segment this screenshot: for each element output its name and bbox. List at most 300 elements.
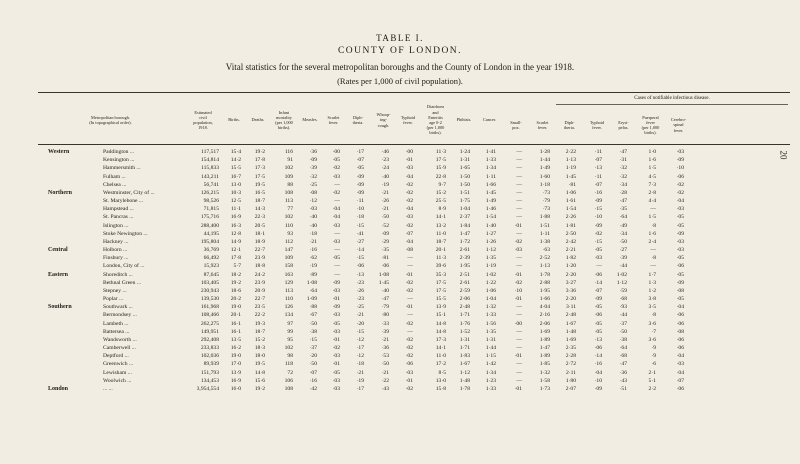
cell-diphtheria: ·10 bbox=[356, 206, 364, 213]
column-header-phthisis: Phthisis. bbox=[456, 117, 472, 123]
cell-measles: ·25 bbox=[309, 181, 317, 188]
cell-measles: 1·08 bbox=[306, 279, 317, 286]
cell-measles: ·16 bbox=[309, 377, 317, 384]
table-row bbox=[0, 238, 800, 246]
cell-population: 134,453 bbox=[200, 377, 219, 384]
cell-phthisis: 2·61 bbox=[459, 247, 470, 254]
cell-n_puerperal: 1·5 bbox=[648, 165, 656, 172]
cell-infant: 129 bbox=[284, 279, 293, 286]
cell-births: 19·0 bbox=[230, 304, 241, 311]
cell-diarrhoea: 17·2 bbox=[435, 361, 446, 368]
table-top-rule bbox=[38, 92, 790, 93]
page-number: 20 bbox=[778, 150, 789, 160]
cell-n_typhoid: ·10 bbox=[594, 377, 602, 384]
cell-n_puerperal: 5·1 bbox=[648, 377, 656, 384]
cell-n_puerperal: — bbox=[650, 206, 656, 213]
cell-births: 18·2 bbox=[230, 271, 241, 278]
cell-phthisis: 2·39 bbox=[459, 255, 470, 262]
cell-typhoid: ·02 bbox=[405, 385, 413, 392]
cell-cancer: 1·42 bbox=[485, 361, 496, 368]
table-title: COUNTY OF LONDON. bbox=[337, 46, 463, 56]
cell-measles: ·37 bbox=[309, 345, 317, 352]
cell-n_scarlet: 1·11 bbox=[539, 230, 550, 237]
cell-diphtheria: ·23 bbox=[356, 296, 364, 303]
cell-scarlet: — bbox=[334, 263, 340, 270]
cell-phthisis: 1·71 bbox=[459, 312, 470, 319]
cell-whooping: ·21 bbox=[381, 336, 389, 343]
cell-n_typhoid: ·09 bbox=[594, 296, 602, 303]
cell-deaths: 20·5 bbox=[254, 222, 265, 229]
cell-whooping: 1·45 bbox=[378, 279, 389, 286]
cell-deaths: 19·5 bbox=[254, 361, 265, 368]
cell-n_smallpox: — bbox=[516, 255, 522, 262]
borough-name: Camberwell ... bbox=[103, 345, 136, 352]
cell-infant: 109 bbox=[284, 255, 293, 262]
cell-n_typhoid: ·02 bbox=[594, 230, 602, 237]
cell-whooping: ·26 bbox=[381, 198, 389, 205]
cell-whooping: ·21 bbox=[381, 369, 389, 376]
cell-n_diphtheria: 1·61 bbox=[565, 198, 576, 205]
cell-n_puerperal: 1·2 bbox=[648, 287, 656, 294]
cell-cancer: 1·41 bbox=[485, 149, 496, 155]
cell-diphtheria: ·05 bbox=[356, 165, 364, 172]
cell-typhoid: ·02 bbox=[405, 287, 413, 294]
cell-n_diphtheria: 3·11 bbox=[565, 304, 576, 311]
cell-n_typhoid: ·05 bbox=[594, 304, 602, 311]
cell-measles: 1·09 bbox=[306, 296, 317, 303]
cell-n_smallpox: ·01 bbox=[514, 353, 522, 360]
cell-cancer: 1·54 bbox=[485, 214, 496, 221]
borough-name: Paddington ... bbox=[103, 149, 135, 155]
cell-scarlet: ·01 bbox=[332, 336, 340, 343]
cell-population: 230,943 bbox=[200, 287, 219, 294]
cell-scarlet: ·02 bbox=[332, 189, 340, 196]
table-row bbox=[0, 156, 800, 164]
cell-typhoid: — bbox=[407, 255, 413, 262]
cell-diarrhoea: 17·3 bbox=[435, 336, 446, 343]
cell-n_puerperal: 1·0 bbox=[648, 149, 656, 155]
cell-typhoid: ·02 bbox=[405, 181, 413, 188]
cell-phthisis: 1·50 bbox=[459, 181, 470, 188]
cell-whooping: ·46 bbox=[381, 149, 389, 155]
cell-n_erysipelas: ·32 bbox=[619, 165, 627, 172]
cell-n_smallpox: — bbox=[516, 377, 522, 384]
cell-infant: 116 bbox=[284, 149, 293, 155]
cell-population: 143,211 bbox=[201, 173, 219, 180]
cell-measles: ·36 bbox=[309, 149, 317, 155]
cell-n_erysipelas: ·68 bbox=[619, 296, 627, 303]
cell-n_puerperal: 2·4 bbox=[648, 238, 656, 245]
cell-deaths: 18·7 bbox=[254, 198, 265, 205]
cell-n_erysipelas: ·49 bbox=[619, 222, 627, 229]
cell-n_erysipelas: ·43 bbox=[619, 377, 627, 384]
cell-n_scarlet: 1·89 bbox=[539, 353, 550, 360]
cell-diphtheria: ·25 bbox=[356, 304, 364, 311]
borough-name: Shoreditch ... bbox=[103, 271, 133, 278]
cell-n_scarlet: 1·13 bbox=[539, 263, 550, 270]
cell-cancer: 1·35 bbox=[485, 255, 496, 262]
cell-diarrhoea: 8·5 bbox=[438, 369, 446, 376]
cell-n_cerebro: ·06 bbox=[676, 345, 684, 352]
cell-n_smallpox: ·01 bbox=[514, 271, 522, 278]
cell-n_scarlet: 1·38 bbox=[539, 238, 550, 245]
cell-n_diphtheria: 2·07 bbox=[565, 385, 576, 392]
cell-diarrhoea: 9·7 bbox=[438, 181, 446, 188]
notifiable-group-rule bbox=[556, 104, 788, 105]
cell-diphtheria: ·18 bbox=[356, 214, 364, 221]
cell-n_scarlet: 4·04 bbox=[539, 304, 550, 311]
cell-n_scarlet: 1·32 bbox=[539, 369, 550, 376]
cell-whooping: ·39 bbox=[381, 328, 389, 335]
borough-name: ... ... bbox=[103, 385, 113, 392]
cell-infant: 98 bbox=[287, 353, 293, 360]
cell-diphtheria: ·09 bbox=[356, 189, 364, 196]
cell-n_scarlet: 1·69 bbox=[539, 328, 550, 335]
cell-diphtheria: ·17 bbox=[356, 345, 364, 352]
cell-typhoid: ·06 bbox=[405, 361, 413, 368]
cell-whooping: ·81 bbox=[381, 255, 389, 262]
cell-n_cerebro: ·09 bbox=[676, 230, 684, 237]
cell-deaths: 23·5 bbox=[254, 304, 265, 311]
cell-phthisis: 1·67 bbox=[459, 361, 470, 368]
cell-n_typhoid: ·09 bbox=[594, 222, 602, 229]
cell-diphtheria: ·27 bbox=[356, 238, 364, 245]
cell-deaths: 14·8 bbox=[254, 369, 265, 376]
cell-n_typhoid: ·04 bbox=[594, 369, 602, 376]
cell-n_cerebro: ·05 bbox=[676, 296, 684, 303]
cell-whooping: ·50 bbox=[381, 214, 389, 221]
cell-n_typhoid: ·16 bbox=[594, 189, 602, 196]
cell-diarrhoea: 13·2 bbox=[435, 222, 446, 229]
cell-infant: 95 bbox=[287, 336, 293, 343]
cell-n_erysipelas: ·59 bbox=[619, 287, 627, 294]
cell-n_smallpox: — bbox=[516, 369, 522, 376]
cell-diphtheria: ·12 bbox=[356, 336, 364, 343]
cell-cancer: 1·15 bbox=[485, 353, 496, 360]
cell-n_erysipelas: ·50 bbox=[619, 328, 627, 335]
cell-n_cerebro: ·03 bbox=[676, 247, 684, 254]
cell-cancer: 1·66 bbox=[485, 181, 496, 188]
cell-births: 13·9 bbox=[230, 369, 241, 376]
borough-name: Finsbury ... bbox=[103, 255, 129, 262]
column-header-cancer: Cancer. bbox=[482, 117, 496, 123]
cell-infant: 106 bbox=[284, 377, 293, 384]
cell-n_scarlet: 1·88 bbox=[539, 214, 550, 221]
cell-population: 108,466 bbox=[200, 312, 219, 319]
cell-measles: ·12 bbox=[309, 198, 317, 205]
cell-diphtheria: ·07 bbox=[356, 157, 364, 164]
cell-n_smallpox: ·00 bbox=[514, 320, 522, 327]
cell-deaths: 24·2 bbox=[254, 271, 265, 278]
cell-infant: 113 bbox=[284, 287, 293, 294]
borough-name: Holborn ... bbox=[103, 247, 128, 254]
cell-births: 18·6 bbox=[230, 287, 241, 294]
cell-births: 16·2 bbox=[230, 345, 241, 352]
cell-n_cerebro: ·08 bbox=[676, 287, 684, 294]
cell-whooping: ·43 bbox=[381, 385, 389, 392]
cell-measles: ·50 bbox=[309, 361, 317, 368]
borough-name: Hammersmith ... bbox=[103, 165, 141, 172]
cell-n_diphtheria: 1·69 bbox=[565, 336, 576, 343]
cell-typhoid: ·03 bbox=[405, 369, 413, 376]
region-label: Western bbox=[48, 149, 70, 155]
cell-n_smallpox: ·10 bbox=[514, 287, 522, 294]
cell-infant: 108 bbox=[284, 189, 293, 196]
cell-cancer: 1·56 bbox=[485, 320, 496, 327]
cell-n_typhoid: ·14 bbox=[594, 279, 602, 286]
cell-n_diphtheria: 2·21 bbox=[565, 247, 576, 254]
cell-cancer: 1·04 bbox=[485, 296, 496, 303]
cell-deaths: 18·3 bbox=[254, 345, 265, 352]
borough-name: Poplar ... bbox=[103, 296, 124, 303]
cell-n_puerperal: 1·7 bbox=[648, 271, 656, 278]
cell-typhoid: ·00 bbox=[405, 149, 413, 155]
cell-n_smallpox: — bbox=[516, 198, 522, 205]
cell-n_typhoid: ·06 bbox=[594, 345, 602, 352]
cell-diarrhoea: 15·2 bbox=[435, 189, 446, 196]
table-row bbox=[0, 213, 800, 221]
cell-n_cerebro: ·04 bbox=[676, 353, 684, 360]
cell-n_cerebro: ·03 bbox=[676, 238, 684, 245]
cell-population: 262,275 bbox=[200, 320, 219, 327]
cell-n_smallpox: — bbox=[516, 304, 522, 311]
cell-diarrhoea: 14·8 bbox=[435, 320, 446, 327]
cell-whooping: ·06 bbox=[381, 263, 389, 270]
cell-whooping: 1·08 bbox=[378, 271, 389, 278]
cell-measles: ·19 bbox=[309, 263, 317, 270]
cell-n_diphtheria: 1·06 bbox=[565, 189, 576, 196]
cell-n_scarlet: 1·44 bbox=[539, 157, 550, 164]
cell-measles: ·03 bbox=[309, 206, 317, 213]
cell-deaths: 22·7 bbox=[254, 296, 265, 303]
cell-n_erysipelas: ·38 bbox=[619, 336, 627, 343]
cell-phthisis: 2·59 bbox=[459, 287, 470, 294]
cell-cancer: 1·46 bbox=[485, 206, 496, 213]
cell-cancer: 1·49 bbox=[485, 198, 496, 205]
cell-n_puerperal: 1·3 bbox=[648, 279, 656, 286]
column-header-n_typhoid: Typhoid fever. bbox=[589, 119, 605, 130]
cell-n_typhoid: ·03 bbox=[594, 255, 602, 262]
borough-name: London, City of ... bbox=[103, 263, 145, 270]
cell-n_typhoid: ·06 bbox=[594, 271, 602, 278]
cell-population: 154,814 bbox=[200, 157, 219, 164]
cell-scarlet: ·03 bbox=[332, 328, 340, 335]
cell-infant: 118 bbox=[284, 361, 293, 368]
cell-cancer: 1·33 bbox=[485, 157, 496, 164]
column-header-borough: Metropolitan borough. (In topographical order). bbox=[89, 114, 132, 125]
cell-births: 16·1 bbox=[230, 320, 241, 327]
column-header-typhoid: Typhoid fever. bbox=[400, 114, 416, 125]
cell-measles: ·67 bbox=[309, 312, 317, 319]
cell-scarlet: ·03 bbox=[332, 353, 340, 360]
cell-scarlet: ·05 bbox=[332, 320, 340, 327]
cell-births: 12·8 bbox=[230, 230, 241, 237]
cell-n_cerebro: ·02 bbox=[676, 189, 684, 196]
borough-name: Bermondsey ... bbox=[103, 312, 137, 319]
cell-cancer: 1·45 bbox=[485, 189, 496, 196]
cell-population: 15,923 bbox=[203, 263, 219, 270]
cell-diphtheria: ·14 bbox=[356, 247, 364, 254]
region-label: Central bbox=[48, 247, 68, 254]
cell-cancer: 1·33 bbox=[485, 312, 496, 319]
cell-phthisis: 1·83 bbox=[459, 353, 470, 360]
cell-births: 10·3 bbox=[230, 189, 241, 196]
table-row bbox=[0, 230, 800, 238]
cell-population: 44,195 bbox=[203, 230, 219, 237]
cell-population: 117,517 bbox=[201, 149, 219, 155]
cell-typhoid: ·01 bbox=[405, 157, 413, 164]
table-row bbox=[0, 328, 800, 336]
cell-n_smallpox: — bbox=[516, 149, 522, 155]
cell-diarrhoea: 14·8 bbox=[435, 328, 446, 335]
cell-deaths: 19·2 bbox=[254, 149, 265, 155]
cell-cancer: 1·31 bbox=[485, 336, 496, 343]
cell-cancer: 1·32 bbox=[485, 304, 496, 311]
cell-deaths: 18·9 bbox=[254, 238, 265, 245]
cell-n_erysipelas: ·34 bbox=[619, 181, 627, 188]
cell-scarlet: — bbox=[334, 271, 340, 278]
cell-cancer: 1·35 bbox=[485, 328, 496, 335]
cell-diarrhoea: 35·3 bbox=[435, 271, 446, 278]
table-note: (Rates per 1,000 of civil population). bbox=[337, 76, 463, 86]
cell-births: 12·1 bbox=[230, 247, 241, 254]
cell-scarlet: ·05 bbox=[332, 255, 340, 262]
cell-n_erysipelas: ·39 bbox=[619, 255, 627, 262]
cell-measles: ·15 bbox=[309, 336, 317, 343]
cell-n_diphtheria: 3·36 bbox=[565, 287, 576, 294]
cell-typhoid: ·03 bbox=[405, 165, 413, 172]
cell-n_erysipelas: 1·02 bbox=[616, 271, 627, 278]
cell-n_puerperal: ·8 bbox=[651, 255, 656, 262]
cell-phthisis: 1·76 bbox=[459, 320, 470, 327]
cell-scarlet: ·03 bbox=[332, 173, 340, 180]
column-header-n_cerebro: Cerebro- spinal fever. bbox=[670, 117, 687, 133]
cell-n_smallpox: ·01 bbox=[514, 296, 522, 303]
cell-whooping: ·35 bbox=[381, 247, 389, 254]
cell-population: 71,815 bbox=[203, 206, 219, 213]
cell-births: 12·5 bbox=[230, 198, 241, 205]
table-label: TABLE I. bbox=[376, 33, 424, 43]
borough-name: Lambeth ... bbox=[103, 320, 129, 327]
cell-n_scarlet: 1·28 bbox=[539, 149, 550, 155]
cell-n_puerperal: 2·8 bbox=[648, 189, 656, 196]
cell-scarlet: ·04 bbox=[332, 214, 340, 221]
cell-n_scarlet: ·63 bbox=[542, 247, 550, 254]
borough-name: Hackney ... bbox=[103, 238, 129, 245]
cell-population: 195,804 bbox=[200, 238, 219, 245]
region-label: Northern bbox=[48, 189, 72, 196]
cell-births: 16·9 bbox=[230, 214, 241, 221]
cell-n_diphtheria: 1·54 bbox=[565, 206, 576, 213]
cell-n_smallpox: — bbox=[516, 230, 522, 237]
cell-phthisis: 1·51 bbox=[459, 189, 470, 196]
cell-n_typhoid: ·09 bbox=[594, 198, 602, 205]
cell-n_cerebro: ·06 bbox=[676, 336, 684, 343]
cell-n_cerebro: ·04 bbox=[676, 304, 684, 311]
cell-n_diphtheria: 2·48 bbox=[565, 312, 576, 319]
cell-diphtheria: ·20 bbox=[356, 320, 364, 327]
cell-cancer: 1·27 bbox=[485, 230, 496, 237]
cell-diarrhoea: 17·5 bbox=[435, 157, 446, 164]
cell-n_smallpox: — bbox=[516, 206, 522, 213]
cell-phthisis: 2·61 bbox=[459, 279, 470, 286]
borough-name: Hampstead ... bbox=[103, 206, 134, 213]
cell-population: 126,215 bbox=[200, 189, 219, 196]
cell-measles: ·62 bbox=[309, 255, 317, 262]
cell-deaths: 16·5 bbox=[254, 189, 265, 196]
cell-deaths: 17·3 bbox=[254, 165, 265, 172]
cell-n_typhoid: ·16 bbox=[594, 361, 602, 368]
cell-cancer: 1·23 bbox=[485, 377, 496, 384]
cell-n_erysipelas: ·37 bbox=[619, 320, 627, 327]
cell-phthisis: 2·48 bbox=[459, 304, 470, 311]
cell-diphtheria: ·09 bbox=[356, 173, 364, 180]
cell-population: 233,833 bbox=[200, 345, 219, 352]
cell-typhoid: ·02 bbox=[405, 336, 413, 343]
cell-n_scarlet: 1·47 bbox=[539, 345, 550, 352]
cell-diarrhoea: 22·8 bbox=[435, 173, 446, 180]
cell-whooping: ·21 bbox=[381, 189, 389, 196]
cell-n_diphtheria: 2·20 bbox=[565, 296, 576, 303]
cell-n_diphtheria: ·81 bbox=[568, 181, 576, 188]
cell-n_erysipelas: ·44 bbox=[619, 312, 627, 319]
cell-scarlet: ·03 bbox=[332, 377, 340, 384]
cell-n_cerebro: ·03 bbox=[676, 361, 684, 368]
table-row bbox=[0, 271, 800, 279]
cell-infant: 158 bbox=[284, 263, 293, 270]
cell-diarrhoea: 13·9 bbox=[435, 304, 446, 311]
cell-births: 17·8 bbox=[230, 255, 241, 262]
cell-n_puerperal: 3·6 bbox=[648, 336, 656, 343]
cell-n_diphtheria: 1·80 bbox=[565, 377, 576, 384]
cell-n_cerebro: ·06 bbox=[676, 173, 684, 180]
cell-births: 14·2 bbox=[230, 157, 241, 164]
cell-n_scarlet: 1·60 bbox=[539, 173, 550, 180]
cell-population: 292,408 bbox=[200, 336, 219, 343]
cell-n_typhoid: ·05 bbox=[594, 247, 602, 254]
cell-measles: ·16 bbox=[309, 247, 317, 254]
cell-deaths: 22·7 bbox=[254, 247, 265, 254]
cell-phthisis: 1·71 bbox=[459, 345, 470, 352]
notifiable-group-header: Cases of notifiable infectious disease. bbox=[634, 96, 710, 101]
cell-phthisis: 1·12 bbox=[459, 369, 470, 376]
cell-measles: ·40 bbox=[309, 222, 317, 229]
cell-infant: 108 bbox=[284, 385, 293, 392]
cell-typhoid: ·02 bbox=[405, 189, 413, 196]
cell-whooping: ·36 bbox=[381, 345, 389, 352]
cell-n_puerperal: ·8 bbox=[651, 312, 656, 319]
cell-scarlet: ·00 bbox=[332, 149, 340, 155]
header-bottom-rule bbox=[38, 144, 790, 145]
borough-name: St. Pancras ... bbox=[103, 214, 134, 221]
cell-n_smallpox: ·02 bbox=[514, 279, 522, 286]
cell-n_smallpox: ·01 bbox=[514, 385, 522, 392]
cell-cancer: 1·11 bbox=[485, 173, 496, 180]
table-row bbox=[0, 377, 800, 385]
cell-n_typhoid: — bbox=[596, 263, 602, 270]
cell-whooping: ·40 bbox=[381, 287, 389, 294]
cell-diphtheria: ·18 bbox=[356, 361, 364, 368]
table-row bbox=[0, 189, 800, 197]
borough-name: Lewisham ... bbox=[103, 369, 132, 376]
borough-name: Battersea ... bbox=[103, 328, 130, 335]
cell-n_cerebro: ·05 bbox=[676, 214, 684, 221]
cell-phthisis: 1·72 bbox=[459, 238, 470, 245]
cell-deaths: 18·1 bbox=[254, 230, 265, 237]
cell-births: 19·0 bbox=[230, 353, 241, 360]
cell-diarrhoea: 17·5 bbox=[435, 287, 446, 294]
cell-n_puerperal: ·7 bbox=[651, 328, 656, 335]
